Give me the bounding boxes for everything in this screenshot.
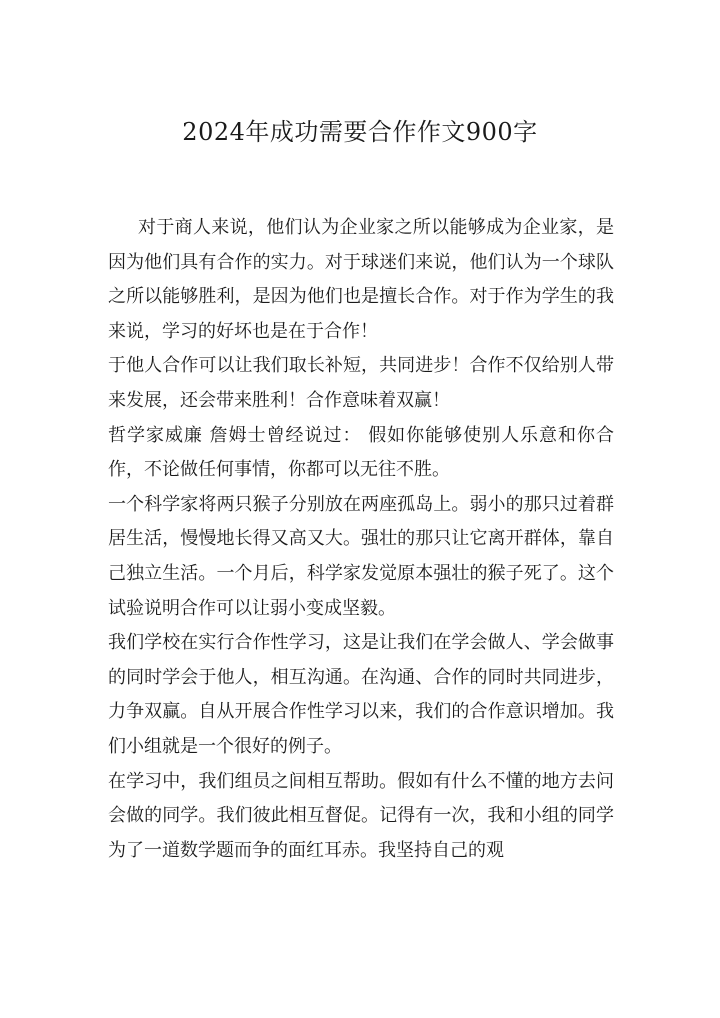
paragraph: 一个科学家将两只猴子分别放在两座孤岛上。弱小的那只过着群居生活，慢慢地长得又高又大。强壮的那只让它离开群体，靠自己独立生活。一个月后，科学家发觉原本强壮的猴子死了。这个试验说明合作可以让弱小变成坚毅。 bbox=[108, 493, 614, 619]
paragraph: 对于商人来说，他们认为企业家之所以能够成为企业家，是因为他们具有合作的实力。对于球迷们来说，他们认为一个球队之所以能够胜利，是因为他们也是擅长合作。对于作为学生的我来说，学习的好坏也是在于合作！ bbox=[108, 217, 614, 342]
paragraph: 于他人合作可以让我们取长补短，共同进步！合作不仅给别人带来发展，还会带来胜利！合作意味着双赢！ bbox=[108, 355, 614, 411]
paragraph: 我们学校在实行合作性学习，这是让我们在学会做人、学会做事的同时学会于他人，相互沟通。在沟通、合作的同时共同进步，力争双赢。自从开展合作性学习以来，我们的合作意识增加。我们小组就是一个很好的例子。 bbox=[108, 632, 614, 757]
document-body bbox=[108, 211, 614, 868]
paragraph: 哲学家威廉 詹姆士曾经说过： 假如你能够使别人乐意和你合作，不论做任何事情，你都可以无往不胜。 bbox=[108, 424, 614, 481]
paragraph: 在学习中，我们组员之间相互帮助。假如有什么不懂的地方去问会做的同学。我们彼此相互督促。记得有一次，我和小组的同学为了一道数学题而争的面红耳赤。我坚持自己的观 bbox=[108, 770, 614, 861]
document-title: 2024年成功需要合作作文900字 bbox=[182, 118, 538, 146]
